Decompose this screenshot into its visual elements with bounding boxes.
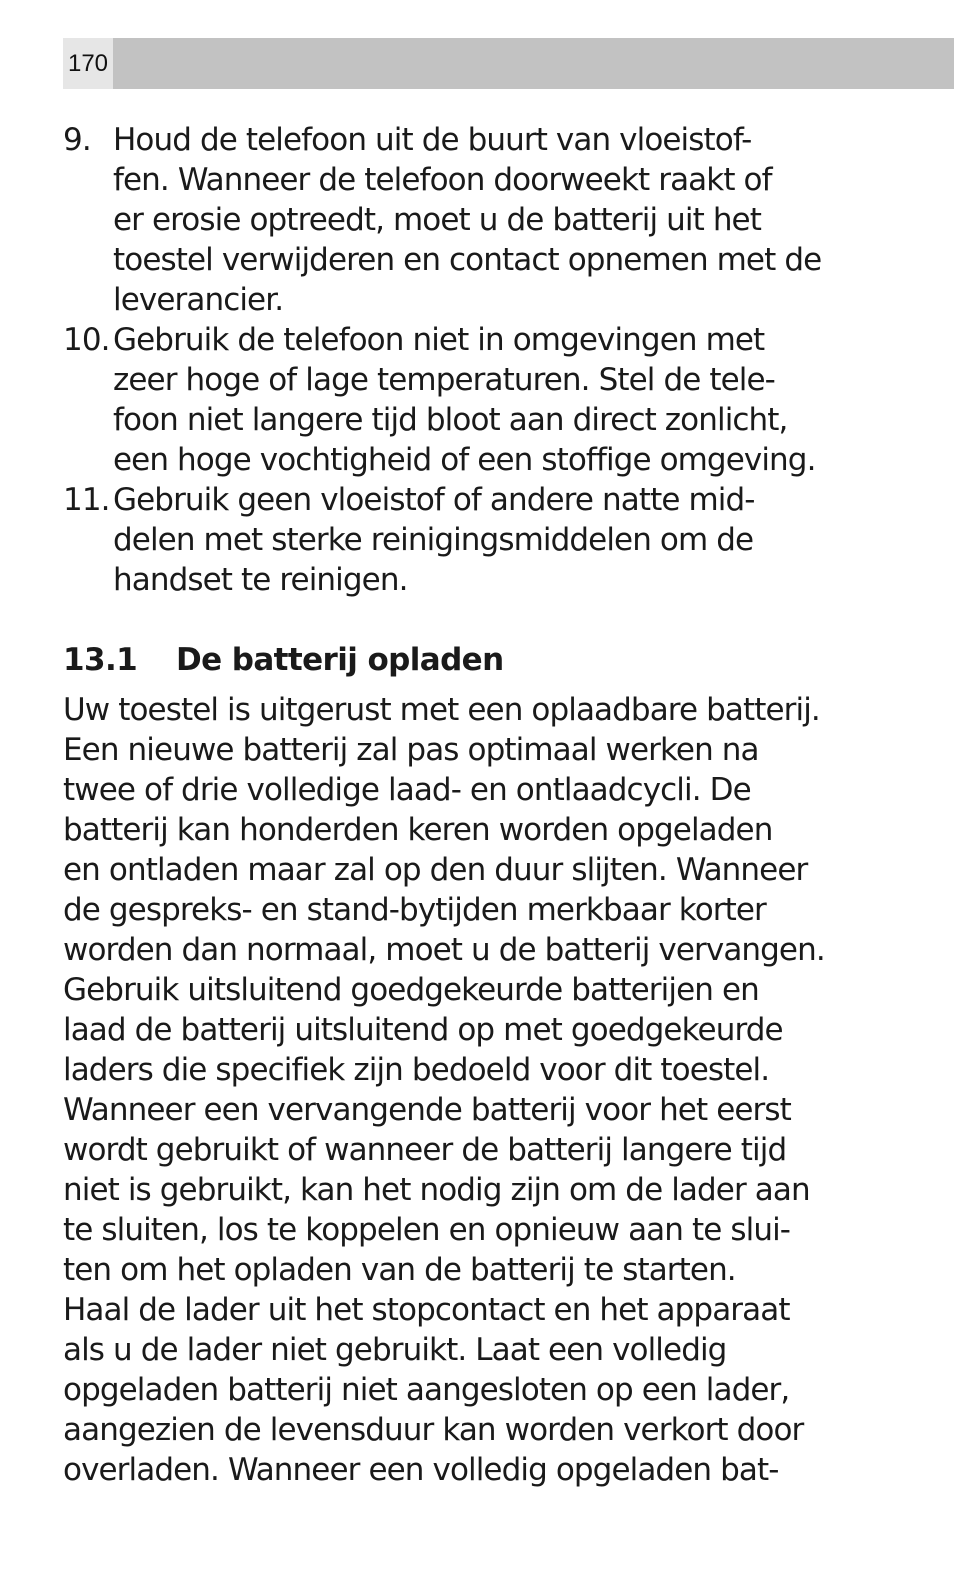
page-header-bar — [63, 38, 954, 89]
body-line: Haal de lader uit het stopcontact en het apparaat — [63, 1292, 790, 1328]
section-heading — [63, 640, 878, 680]
safety-list — [63, 120, 878, 600]
body-line: ten om het opladen van de batterij te starten. — [63, 1252, 736, 1288]
list-item-line: Gebruik de telefoon niet in omgevingen met — [113, 322, 765, 358]
list-item — [63, 480, 878, 600]
body-line: en ontladen maar zal op den duur slijten. Wanneer — [63, 852, 808, 888]
body-line: opgeladen batterij niet aangesloten op een lader, — [63, 1372, 790, 1408]
body-line: Uw toestel is uitgerust met een oplaadbare batterij. — [63, 692, 820, 728]
body-line: wordt gebruikt of wanneer de batterij langere tijd — [63, 1132, 787, 1168]
page-number: 170 — [63, 38, 113, 89]
body-line: niet is gebruikt, kan het nodig zijn om de lader aan — [63, 1172, 810, 1208]
list-item-number: 9. — [63, 122, 91, 158]
list-item — [63, 120, 878, 320]
body-line: laders die specifiek zijn bedoeld voor dit toestel. — [63, 1052, 770, 1088]
list-item-number: 11. — [63, 482, 110, 518]
section-title: De batterij opladen — [176, 642, 504, 678]
list-item-line: toestel verwijderen en contact opnemen met de — [113, 242, 822, 278]
body-line: overladen. Wanneer een volledig opgeladen bat- — [63, 1452, 779, 1488]
list-item-line: leverancier. — [113, 282, 284, 318]
body-line: de gespreks- en stand-bytijden merkbaar korter — [63, 892, 766, 928]
body-line: twee of drie volledige laad- en ontlaadcycli. De — [63, 772, 751, 808]
list-item-line: een hoge vochtigheid of een stoffige omgeving. — [113, 442, 816, 478]
list-item-line: delen met sterke reinigingsmiddelen om de — [113, 522, 754, 558]
list-item — [63, 320, 878, 480]
body-line: Wanneer een vervangende batterij voor het eerst — [63, 1092, 791, 1128]
body-line: laad de batterij uitsluitend op met goedgekeurde — [63, 1012, 783, 1048]
list-item-number: 10. — [63, 322, 110, 358]
list-item-line: zeer hoge of lage temperaturen. Stel de tele- — [113, 362, 775, 398]
body-line: als u de lader niet gebruikt. Laat een volledig — [63, 1332, 727, 1368]
body-line: te sluiten, los te koppelen en opnieuw aan te slui- — [63, 1212, 791, 1248]
list-item-line: Gebruik geen vloeistof of andere natte mid- — [113, 482, 755, 518]
page-content — [63, 120, 878, 1490]
body-line: aangezien de levensduur kan worden verkort door — [63, 1412, 804, 1448]
list-item-line: handset te reinigen. — [113, 562, 408, 598]
body-line: worden dan normaal, moet u de batterij vervangen. — [63, 932, 825, 968]
body-line: batterij kan honderden keren worden opgeladen — [63, 812, 773, 848]
list-item-line: foon niet langere tijd bloot aan direct zonlicht, — [113, 402, 788, 438]
section-number: 13.1 — [63, 642, 138, 678]
list-item-line: Houd de telefoon uit de buurt van vloeistof- — [113, 122, 752, 158]
list-item-line: er erosie optreedt, moet u de batterij uit het — [113, 202, 761, 238]
body-line: Gebruik uitsluitend goedgekeurde batterijen en — [63, 972, 759, 1008]
list-item-line: fen. Wanneer de telefoon doorweekt raakt of — [113, 162, 772, 198]
body-line: Een nieuwe batterij zal pas optimaal werken na — [63, 732, 759, 768]
body-paragraph — [63, 690, 878, 1490]
